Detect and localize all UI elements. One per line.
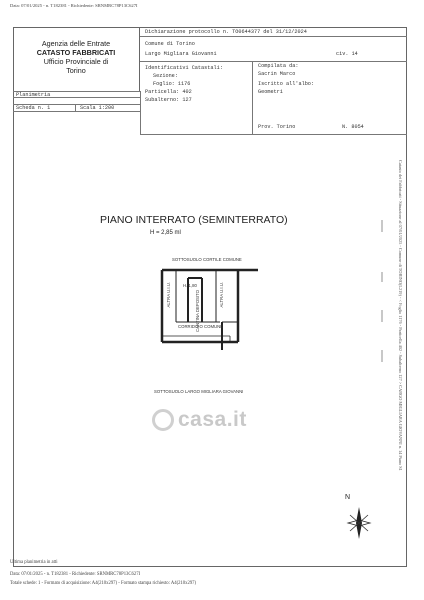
sezione-label: Sezione: (153, 73, 178, 79)
property-address: Largo Migliara Giovanni (145, 51, 217, 57)
registration-number: N. 8054 (342, 124, 364, 130)
side-registry-text: Catasto dei Fabbricati - Situazione al 07/01/2025 - Comune di TORINO(L219) - < Foglio 1176 - Particella 402 - Subalterno 127 > CARGO MIGLIARA GIOVANNI n. 14 Piano S1 (398, 160, 403, 471)
floor-title: PIANO INTERRATO (SEMINTERRATO) (100, 214, 288, 226)
footer-last-plan: Ultima planimetria in atti (10, 560, 58, 565)
header-divider-vertical (252, 61, 253, 134)
compiler-name: Sacrin Marco (258, 71, 296, 77)
compilata-da-label: Compilata da: (258, 63, 299, 69)
watermark-casa: casa.it (152, 408, 247, 432)
agency-city: Torino (66, 66, 86, 75)
header-divider-1 (140, 36, 407, 37)
plan-label-left-unit: ALTRA U.I.U. (166, 282, 171, 308)
planimetria-label: Planimetria (16, 92, 51, 98)
comune-name: Comune di Torino (145, 41, 195, 47)
agency-header (13, 27, 140, 91)
scale-label: Scala 1:200 (80, 105, 115, 111)
sheet-divider-vertical (75, 104, 76, 111)
watermark-logo-icon (152, 409, 174, 431)
margin-ticks (380, 210, 386, 390)
scheda-label: Scheda n. 1 (16, 105, 51, 111)
plan-label-cantina: CANTINA DEPOSITO (195, 290, 200, 332)
albo-value: Geometri (258, 89, 283, 95)
request-line: Data: 07/01/2025 - n. T182381 - Richiedente: SRNMRC78P13C627I (10, 3, 138, 8)
header-bottom-divider (140, 134, 407, 135)
plan-label-right-unit: ALTRA U.I.U. (219, 282, 224, 308)
footer-format-line: Totale schede: 1 - Formato di acquisizione: A4(210x297) - Formato stampa richiesto: A4(210x297) (10, 581, 197, 586)
sheet-divider-3 (13, 111, 140, 112)
declaration-protocol: Dichiarazione protocollo n. TO0644377 del 31/12/2024 (145, 29, 307, 35)
floor-height: H = 2,85 ml (150, 230, 181, 236)
civic-number: civ. 14 (336, 51, 358, 57)
plan-left-border (140, 91, 141, 134)
catasto-title: CATASTO FABBRICATI (36, 48, 116, 57)
province-value: Prov. Torino (258, 124, 296, 130)
iscritto-label: Iscritto all'albo: (258, 81, 315, 87)
subalterno-value: Subalterno: 127 (145, 97, 192, 103)
north-arrow-icon (346, 505, 372, 541)
foglio-value: Foglio: 1176 (153, 81, 191, 87)
header-divider-2 (140, 61, 407, 62)
particella-value: Particella: 402 (145, 89, 192, 95)
identificativi-title: Identificativi Catastali: (145, 65, 223, 71)
plan-label-largo: SOTTOSUOLO LARGO MIGLIARA GIOVANNI (154, 389, 244, 394)
agency-name: Agenzia delle Entrate (41, 39, 111, 48)
agency-office-label: Ufficio Provinciale di (43, 57, 109, 66)
north-label: N (345, 494, 351, 501)
plan-label-cantina-height: H. 1,80 (183, 283, 197, 288)
footer-request-line: Data: 07/01/2025 - n. T182381 - Richiedente: SRNMRC78P13C627I (10, 572, 141, 577)
plan-label-cortile: SOTTOSUOLO CORTILE COMUNE (172, 257, 242, 262)
plan-label-corridoio: CORRIDOIO COMUNE (178, 324, 224, 329)
